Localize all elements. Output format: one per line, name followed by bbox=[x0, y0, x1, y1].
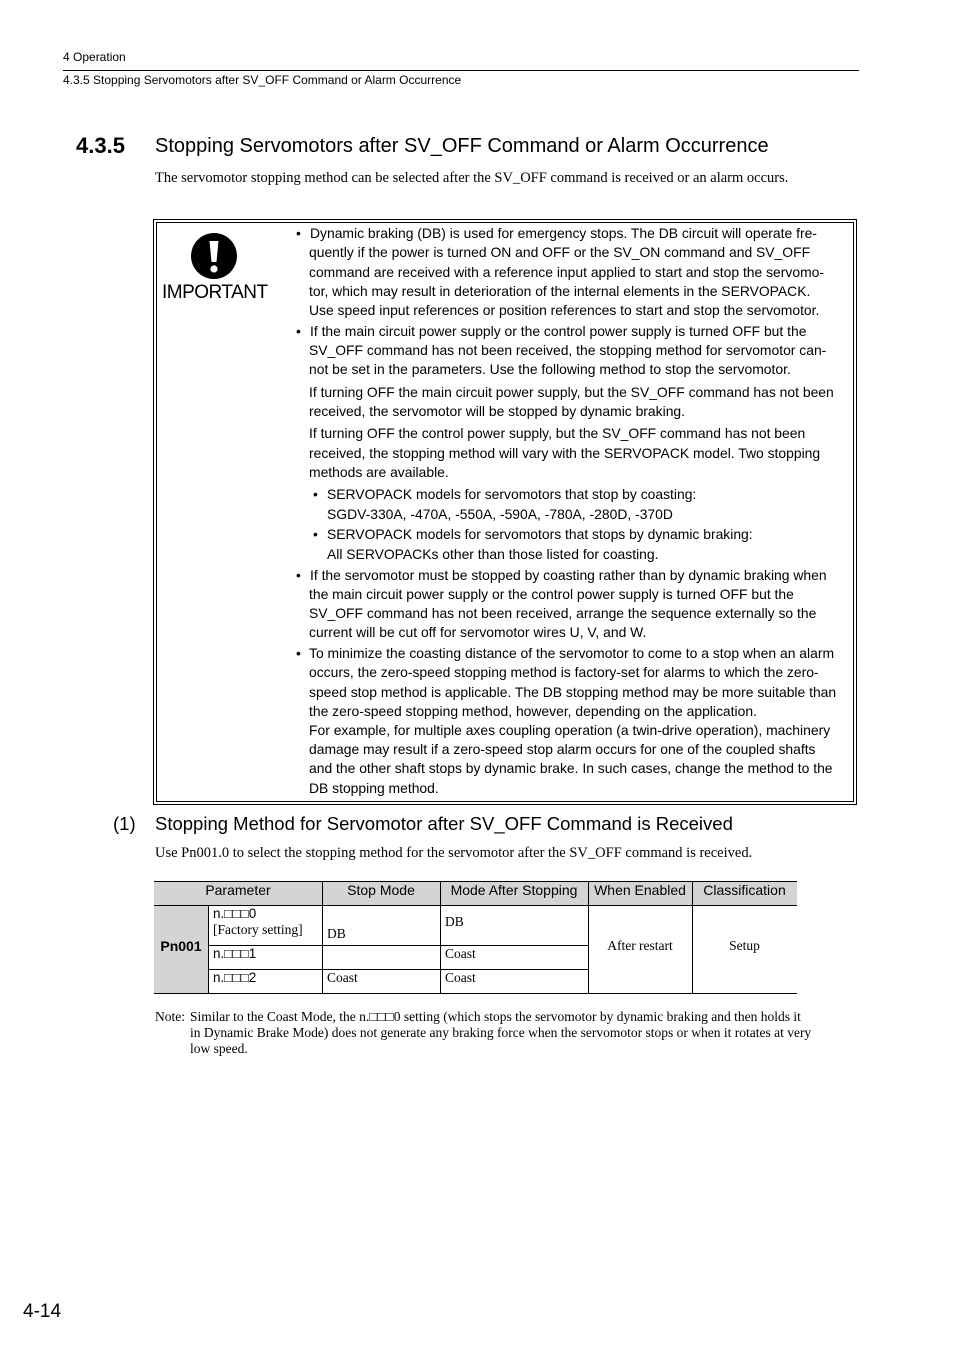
important-b4-line: For example, for multiple axes coupling operation (a twin-drive operation), machinery bbox=[309, 722, 831, 738]
important-p2-line: If turning OFF the control power supply, but the SV_OFF command has not been bbox=[309, 425, 806, 441]
table-rule bbox=[208, 945, 588, 946]
note-line: low speed. bbox=[190, 1041, 248, 1056]
important-b3-line: If the servomotor must be stopped by coasting rather than by dynamic braking when bbox=[310, 567, 827, 583]
important-s1-line: SERVOPACK models for servomotors that stop by coasting: bbox=[327, 486, 697, 502]
bullet-marker: • bbox=[296, 645, 301, 661]
important-s1-line: SGDV-330A, -470A, -550A, -590A, -780A, -280D, -370D bbox=[327, 506, 673, 522]
section-number: 4.3.5 bbox=[76, 133, 125, 158]
running-header-chapter: 4 Operation bbox=[63, 50, 126, 64]
exclamation-circle-icon bbox=[190, 232, 238, 280]
important-b4-line: and the other shaft stops by dynamic brake. In such cases, change the method to the bbox=[309, 760, 833, 776]
important-b1-line: Dynamic braking (DB) is used for emergency stops. The DB circuit will operate fre- bbox=[310, 225, 817, 241]
table-header-cell: Parameter bbox=[205, 882, 271, 898]
important-b2-line: not be set in the parameters. Use the following method to stop the servomotor. bbox=[309, 361, 791, 377]
table-mode-after: Coast bbox=[445, 946, 476, 961]
important-b4-line: To minimize the coasting distance of the servomotor to come to a stop when an alarm bbox=[309, 645, 835, 661]
important-label: IMPORTANT bbox=[162, 282, 268, 303]
table-setting: n.□□□1 bbox=[213, 946, 257, 961]
table-when-enabled: After restart bbox=[607, 938, 673, 953]
important-b4-line: speed stop method is applicable. The DB stopping method may be more suitable than bbox=[309, 684, 837, 700]
important-p2-line: methods are available. bbox=[309, 464, 449, 480]
important-b4-line: damage may result if a zero-speed stop alarm occurs for one of the coupled shafts bbox=[309, 741, 816, 757]
table-stop-mode: DB bbox=[327, 926, 346, 941]
important-b3-line: current will be cut off for servomotor wires U, V, and W. bbox=[309, 624, 647, 640]
subsection-title: Stopping Method for Servomotor after SV_OFF Command is Received bbox=[155, 813, 733, 834]
table-header-cell: When Enabled bbox=[594, 882, 686, 898]
important-b1-line: Use speed input references or position references to start and stop the servomotor. bbox=[309, 302, 820, 318]
important-p2-line: received, the stopping method will vary with the SERVOPACK model. Two stopping bbox=[309, 445, 821, 461]
important-p1-line: If turning OFF the main circuit power supply, but the SV_OFF command has not been bbox=[309, 384, 834, 400]
important-b2-line: If the main circuit power supply or the control power supply is turned OFF but the bbox=[310, 323, 807, 339]
note-label: Note: bbox=[155, 1009, 185, 1024]
sub-bullet-marker: • bbox=[313, 526, 318, 542]
important-b4-line: DB stopping method. bbox=[309, 780, 439, 796]
important-b1-line: tor, which may result in deterioration of the internal elements in the SERVOPACK. bbox=[309, 283, 811, 299]
bullet-marker: • bbox=[296, 567, 301, 583]
table-setting-note: [Factory setting] bbox=[213, 922, 303, 937]
subsection-intro: Use Pn001.0 to select the stopping method for the servomotor after the SV_OFF command is received. bbox=[155, 845, 753, 861]
sub-bullet-marker: • bbox=[313, 486, 318, 502]
important-b4-line: the zero-speed stopping method, however, depending on the application. bbox=[309, 703, 757, 719]
important-b3-line: the main circuit power supply or the control power supply is turned OFF but the bbox=[309, 586, 794, 602]
table-rule bbox=[208, 969, 588, 970]
running-header-section: 4.3.5 Stopping Servomotors after SV_OFF Command or Alarm Occurrence bbox=[63, 73, 462, 87]
important-b4-line: occurs, the zero-speed stopping method is factory-set for alarms to which the zero- bbox=[309, 664, 819, 680]
bullet-marker: • bbox=[296, 323, 301, 339]
table-setting: n.□□□0 bbox=[213, 906, 257, 921]
important-b2-line: SV_OFF command has not been received, the stopping method for servomotor can- bbox=[309, 342, 827, 358]
table-rule bbox=[154, 993, 797, 994]
section-intro: The servomotor stopping method can be selected after the SV_OFF command is received or an alarm occurs. bbox=[155, 170, 789, 186]
bullet-marker: • bbox=[296, 225, 301, 241]
table-rule bbox=[208, 905, 209, 993]
table-param-name: Pn001 bbox=[160, 938, 202, 954]
important-b1-line: quently if the power is turned ON and OFF or the SV_ON command and SV_OFF bbox=[309, 244, 811, 260]
important-s2-line: All SERVOPACKs other than those listed for coasting. bbox=[327, 546, 659, 562]
note-line: Similar to the Coast Mode, the n.□□□0 setting (which stops the servomotor by dynamic braking and then holds it bbox=[190, 1009, 801, 1024]
header-rule bbox=[63, 70, 859, 71]
table-setting: n.□□□2 bbox=[213, 970, 257, 985]
important-p1-line: received, the servomotor will be stopped by dynamic braking. bbox=[309, 403, 686, 419]
table-stop-mode: Coast bbox=[327, 970, 358, 985]
section-title: Stopping Servomotors after SV_OFF Command or Alarm Occurrence bbox=[155, 135, 769, 157]
table-mode-after: DB bbox=[445, 914, 464, 929]
important-b1-line: command are received with a reference input applied to start and stop the servomo- bbox=[309, 264, 824, 280]
important-s2-line: SERVOPACK models for servomotors that stops by dynamic braking: bbox=[327, 526, 753, 542]
important-b3-line: SV_OFF command has not been received, arrange the sequence externally so the bbox=[309, 605, 817, 621]
table-header-cell: Mode After Stopping bbox=[450, 882, 578, 898]
table-mode-after: Coast bbox=[445, 970, 476, 985]
subsection-number: (1) bbox=[113, 813, 136, 834]
table-header-cell: Stop Mode bbox=[347, 882, 415, 898]
note-line: in Dynamic Brake Mode) does not generate any braking force when the servomotor stops or when it rotates at very bbox=[190, 1025, 812, 1040]
page-number: 4-14 bbox=[23, 1301, 62, 1322]
table-header-cell: Classification bbox=[703, 882, 786, 898]
table-classification: Setup bbox=[729, 938, 760, 953]
